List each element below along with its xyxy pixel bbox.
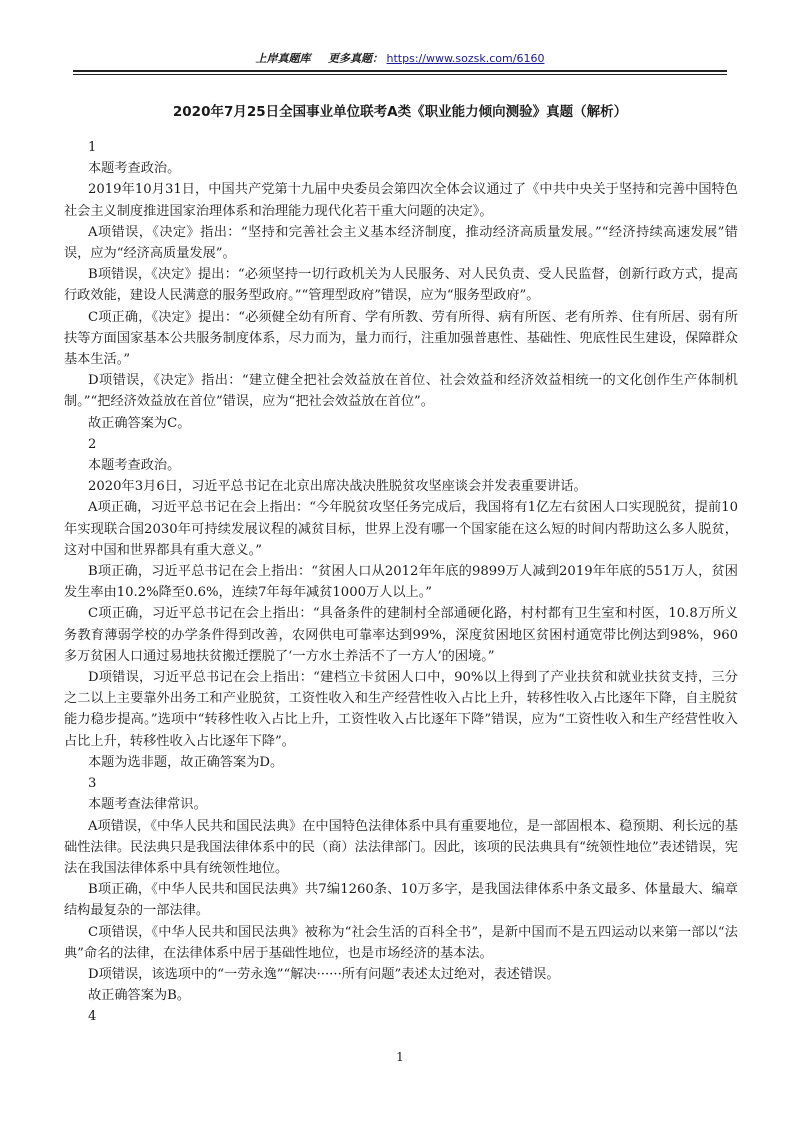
paragraph: C项正确，《决定》提出：“必须健全幼有所育、学有所教、劳有所得、病有所医、老有所养、住有所居、弱有所扶等方面国家基本公共服务制度体系，尽力而为，量力而行，注重加强普惠性、基础性、兜底性民生建设，保障群众基本生活。” bbox=[64, 309, 738, 368]
answer-line: 故正确答案为C。 bbox=[88, 415, 191, 431]
paragraph: 2020年3月6日，习近平总书记在北京出席决战决胜脱贫攻坚座谈会并发表重要讲话。 bbox=[88, 479, 587, 495]
paragraph: B项正确，《中华人民共和国民法典》共7编1260条、10万多字，是我国法律体系中条文最多、体量最大、编章结构最复杂的一部法律。 bbox=[64, 882, 738, 919]
header-rule-thin bbox=[73, 74, 727, 75]
paragraph: D项错误，习近平总书记在会上指出：“建档立卡贫困人口中，90%以上得到了产业扶贫和就业扶贫支持，三分之二以上主要靠外出务工和产业脱贫，工资性收入和生产经营性收入占比上升，转移性收入占比逐年下降，自主脱贫能力稳步提高。”选项中“转移性收入占比上升，工资性收入占比逐年下降”错误，应为“工资性收入和生产经营性收入占比上升，转移性收入占比逐年下降”。 bbox=[64, 670, 738, 749]
question-number: 3 bbox=[88, 776, 97, 792]
paragraph: D项错误，《决定》指出：“建立健全把社会效益放在首位、社会效益和经济效益相统一的文化创作生产体制机制。”“把经济效益放在首位”错误，应为“把社会效益放在首位”。 bbox=[64, 373, 738, 410]
paragraph: B项正确，习近平总书记在会上指出：“贫困人口从2012年年底的9899万人减到2019年年底的551万人，贫困发生率由10.2%降至0.6%，连续7年每年减贫1000万人以上。” bbox=[64, 564, 738, 601]
question-number: 4 bbox=[88, 1009, 97, 1025]
paragraph: D项错误，该选项中的“一劳永逸”“解决······所有问题”表述太过绝对，表述错误。 bbox=[88, 966, 560, 982]
paragraph: A项错误，《决定》指出：“坚持和完善社会主义基本经济制度，推动经济高质量发展。”“经济持续高速发展”错误，应为“经济高质量发展”。 bbox=[64, 224, 738, 262]
paragraph: 本题考查法律常识。 bbox=[88, 797, 207, 813]
answer-line: 本题为选非题，故正确答案为D。 bbox=[88, 754, 284, 770]
paragraph: 本题考查政治。 bbox=[88, 161, 181, 177]
paragraph: 2019年10月31日，中国共产党第十九届中央委员会第四次全体会议通过了《中共中央关于坚持和完善中国特色社会主义制度推进国家治理体系和治理能力现代化若干重大问题的决定》。 bbox=[64, 182, 738, 219]
paragraph: C项错误，《中华人民共和国民法典》被称为“社会生活的百科全书”，是新中国而不是五四运动以来第一部以“法典”命名的法律，在法律体系中居于基础性地位，也是市场经济的基本法。 bbox=[64, 924, 738, 961]
site-label: 上岸真题库 bbox=[255, 52, 311, 65]
paragraph: B项错误，《决定》提出：“必须坚持一切行政机关为人民服务、对人民负责、受人民监督，创新行政方式，提高行政效能，建设人民满意的服务型政府。”“管理型政府”错误，应为“服务型政府”。 bbox=[64, 267, 738, 304]
paragraph: 本题考查政治。 bbox=[88, 458, 181, 474]
document-body bbox=[64, 137, 738, 1028]
paragraph: A项正确，习近平总书记在会上指出：“今年脱贫攻坚任务完成后，我国将有1亿左右贫困人口实现脱贫，提前10年实现联合国2030年可持续发展议程的减贫目标，世界上没有哪一个国家能在这么短的时间内帮助这么多人脱贫，这对中国和世界都具有重大意义。” bbox=[64, 500, 738, 558]
header-rule bbox=[73, 70, 727, 72]
question-number: 1 bbox=[88, 140, 97, 155]
answer-line: 故正确答案为B。 bbox=[88, 988, 191, 1004]
more-questions-label: 更多真题： bbox=[328, 52, 384, 65]
page-number: 1 bbox=[396, 1050, 404, 1064]
page-header bbox=[0, 50, 800, 66]
paragraph: C项正确，习近平总书记在会上指出：“具备条件的建制村全部通硬化路，村村都有卫生室和村医，10.8万所义务教育薄弱学校的办学条件得到改善，农网供电可靠率达到99%，深度贫困地区贫困村通宽带比例达到98%，960多万贫困人口通过易地扶贫搬迁摆脱了‘一方水土养活不了一方人’的困境。” bbox=[64, 606, 738, 664]
source-link[interactable]: https://www.sozsk.com/6160 bbox=[386, 52, 545, 65]
document-title: 2020年7月25日全国事业单位联考A类《职业能力倾向测验》真题（解析） bbox=[172, 104, 628, 120]
question-number: 2 bbox=[88, 436, 97, 452]
paragraph: A项错误，《中华人民共和国民法典》在中国特色法律体系中具有重要地位，是一部固根本、稳预期、利长远的基础性法律。民法典只是我国法律体系中的民（商）法法律部门。因此，该项的民法典具有“统领性地位”表述错误，宪法在我国法律体系中具有统领性地位。 bbox=[64, 818, 738, 876]
